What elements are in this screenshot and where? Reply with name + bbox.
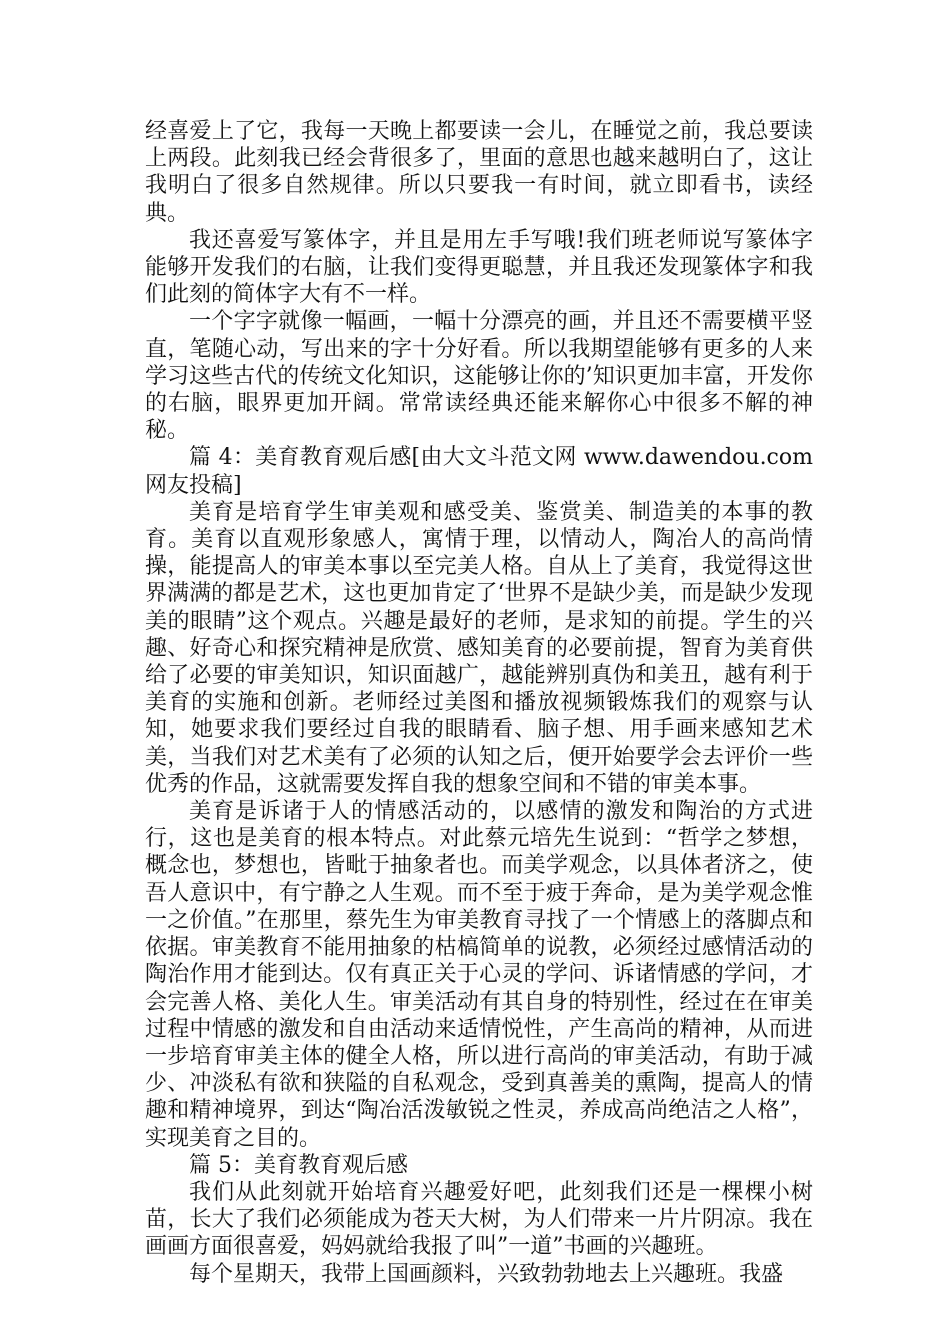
- paragraph-continued: 经喜爱上了它，我每一天晚上都要读一会儿，在睡觉之前，我总要读上两段。此刻我已经会背很多了，里面的意思也越来越明白了，这让我明白了很多自然规律。所以只要我一有时间，就立即看书，读经典。: [145, 119, 813, 226]
- paragraph-seal-script: 我还喜爱写篆体字，并且是用左手写哦!我们班老师说写篆体字能够开发我们的右脑，让我们变得更聪慧，并且我还发现篆体字和我们此刻的简体字大有不一样。: [145, 227, 813, 308]
- section-heading-5: 篇 5：美育教育观后感: [189, 1152, 408, 1178]
- paragraph-aesthetic-education: 美育是培育学生审美观和感受美、鉴赏美、制造美的本事的教育。美育以直观形象感人，寓情于理，以情动人，陶冶人的高尚情操，能提高人的审美本事以至完美人格。自从上了美育，我觉得这世界满满的都是艺术，这也更加肯定了‘世界不是缺少美，而是缺少发现美的眼睛”这个观点。兴趣是最好的老师，是求知的前提。学生的兴趣、好奇心和探究精神是欣赏、感知美育的必要前提，智育为美育供给了必要的审美知识，知识面越广，越能辨别真伪和美丑，越有利于美育的实施和创新。老师经过美图和播放视频锻炼我们的观察与认知，她要求我们要经过自我的眼睛看、脑子想、用手画来感知艺术美，当我们对艺术美有了必须的认知之后，便开始要学会去评价一些优秀的作品，这就需要发挥自我的想象空间和不错的审美本事。: [145, 499, 813, 797]
- section-heading-4: 篇 4：美育教育观后感[由大文斗范文网 www.dawendou.com 网友投稿]: [145, 445, 813, 498]
- document-page: [145, 118, 813, 1288]
- paragraph-sunday-class: 每个星期天，我带上国画颜料，兴致勃勃地去上兴趣班。我盛: [189, 1261, 784, 1287]
- paragraph-interests: 我们从此刻就开始培育兴趣爱好吧，此刻我们还是一棵棵小树苗，长大了我们必须能成为苍天大树，为人们带来一片片阴凉。我在画画方面很喜爱，妈妈就给我报了叫”一道”书画的兴趣班。: [145, 1179, 813, 1260]
- paragraph-each-character: 一个字字就像一幅画，一幅十分漂亮的画，并且还不需要横平竖直，笔随心动，写出来的字十分好看。所以我期望能够有更多的人来学习这些古代的传统文化知识，这能够让你的’知识更加丰富，开发你的右脑，眼界更加开阔。常常读经典还能来解你心中很多不解的神秘。: [145, 309, 813, 444]
- paragraph-emotional-activity: 美育是诉诸于人的情感活动的，以感情的激发和陶治的方式进行，这也是美育的根本特点。对此蔡元培先生说到：“哲学之梦想，概念也，梦想也，皆毗于抽象者也。而美学观念，以具体者济之，使吾人意识中，有宁静之人生观。而不至于疲于奔命，是为美学观念惟一之价值。”在那里，蔡先生为审美教育寻找了一个情感上的落脚点和依据。审美教育不能用抽象的枯槁简单的说教，必须经过感情活动的陶治作用才能到达。仅有真正关于心灵的学问、诉诸情感的学问，才会完善人格、美化人生。审美活动有其自身的特别性，经过在在审美过程中情感的激发和自由活动来适情悦性，产生高尚的精神，从而进一步培育审美主体的健全人格，所以进行高尚的审美活动，有助于减少、冲淡私有欲和狭隘的自私观念，受到真善美的熏陶，提高人的情趣和精神境界，到达“陶冶活泼敏锐之性灵，养成高尚绝洁之人格”，实现美育之目的。: [145, 799, 813, 1151]
